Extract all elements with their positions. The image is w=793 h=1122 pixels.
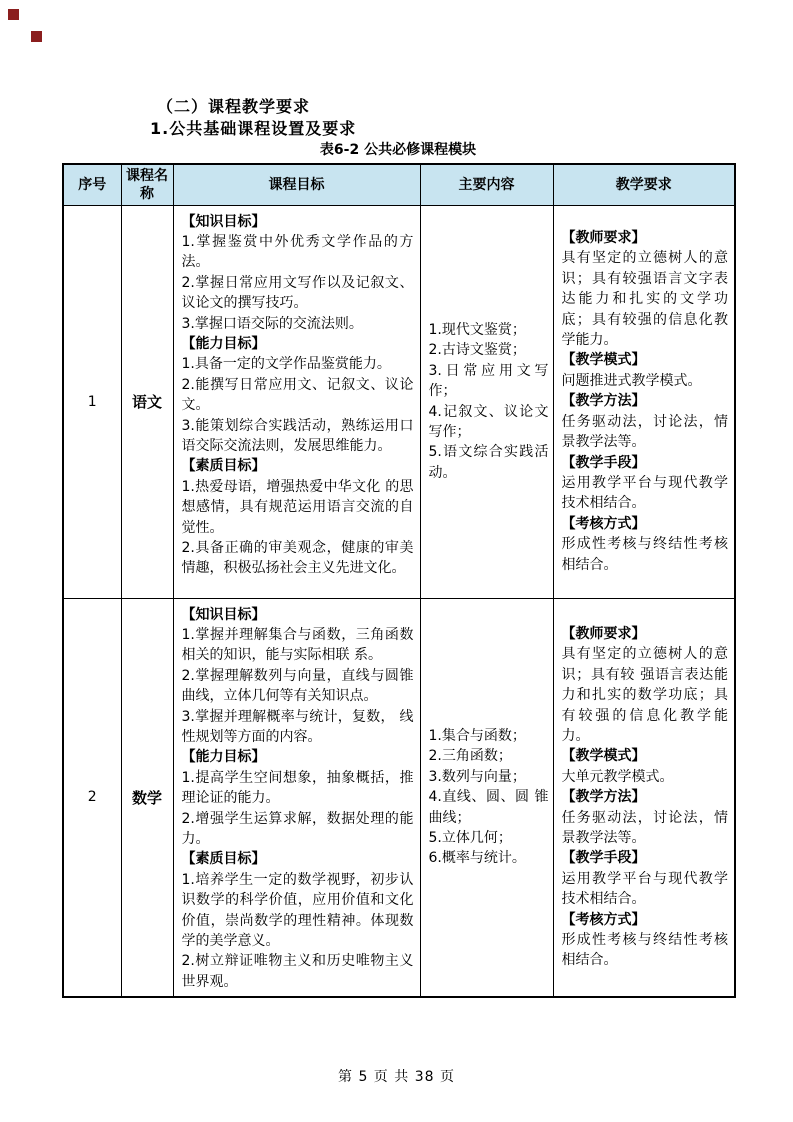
header-course-objectives: 课程目标 (173, 164, 420, 205)
content-list-item: 5.语文综合实践活动。 (428, 444, 549, 481)
course-name: 语文 (121, 205, 173, 598)
objective-text: 具有坚定的立德树人的意识；具有较 强语言表达能力和扎实的数学功底；具有较强的信息化教学能力。 (561, 646, 728, 744)
content-list-item: 1.现代文鉴赏； (428, 321, 526, 338)
header-teaching-requirements: 教学要求 (553, 164, 735, 205)
objective-text: 形成性考核与终结性考核相结合。 (561, 932, 728, 969)
objective-text: 3.掌握并理解概率与统计，复数， 线性规划等方面的内容。 (181, 708, 414, 745)
objective-text: 3.能策划综合实践活动，熟练运用口语交际交流法则，发展思维能力。 (181, 417, 414, 454)
objective-text: 具有坚定的立德树人的意识；具有较强语言文字表达能力和扎实的文学功底；具有较强的信息化教学能力。 (561, 250, 728, 349)
header-main-content: 主要内容 (420, 164, 553, 205)
objective-text: 任务驱动法，讨论法，情景教学法等。 (561, 413, 728, 451)
header-course-name: 课程名称 (121, 164, 173, 205)
table-row-chinese (63, 205, 735, 598)
corner-annotation-mark-1 (8, 9, 19, 20)
objective-category-label: 【素质目标】 (181, 458, 266, 475)
objective-category-label: 【知识目标】 (181, 213, 266, 230)
public-required-courses-table (62, 163, 736, 998)
course-name: 数学 (121, 598, 173, 997)
teaching-requirements (553, 598, 735, 997)
objective-text: 3.掌握口语交际的交流法则。 (181, 315, 363, 332)
content-list-item: 1.集合与函数； (428, 727, 526, 744)
objective-category-label: 【能力目标】 (181, 335, 266, 352)
objective-category-label: 【能力目标】 (181, 749, 266, 766)
objective-text: 1.掌握鉴赏中外优秀文学作品的方法。 (181, 233, 414, 271)
objective-category-label: 【教学模式】 (561, 352, 646, 369)
objective-category-label: 【考核方式】 (561, 515, 646, 532)
content-list-item: 3.数列与向量； (428, 768, 526, 785)
corner-annotation-mark-2 (31, 31, 42, 42)
content-list-item: 2.古诗文鉴赏； (428, 342, 526, 359)
objective-category-label: 【教学手段】 (561, 454, 646, 471)
objective-text: 形成性考核与终结性考核相结合。 (561, 536, 728, 573)
content-list-item: 4.直线、圆、圆 锥曲线； (428, 789, 549, 826)
objective-text: 2.掌握日常应用文写作以及记叙文、议论文的撰写技巧。 (181, 274, 414, 312)
objective-text: 运用教学平台与现代教学技术相结合。 (561, 474, 728, 512)
objective-category-label: 【教学手段】 (561, 850, 646, 867)
row-number: 1 (63, 205, 121, 598)
objective-text: 1.热爱母语，增强热爱中华文化 的思想感情，具有规范运用语言交流的自觉性。 (181, 478, 414, 536)
content-list-item: 5.立体几何； (428, 829, 512, 846)
row-number: 2 (63, 598, 121, 997)
table-caption: 表6-2 公共必修课程模块 (319, 142, 477, 158)
course-objectives (173, 598, 420, 997)
objective-category-label: 【教学方法】 (561, 393, 646, 410)
table-header-row (63, 164, 735, 205)
content-list-item: 6.概率与统计。 (428, 850, 526, 867)
objective-text: 1.培养学生一定的数学视野，初步认识数学的科学价值，应用价值和文化价值，崇尚数学的理性精神。体现数学的美学意义。 (181, 871, 414, 949)
section-heading: （二）课程教学要求 (157, 97, 311, 116)
objective-text: 1.具备一定的文学作品鉴赏能力。 (181, 356, 391, 373)
content-list-item: 2.三角函数； (428, 748, 512, 765)
objective-text: 2.能撰写日常应用文、记叙文、议论文。 (181, 376, 414, 414)
course-objectives (173, 205, 420, 598)
objective-text: 2.树立辩证唯物主义和历史唯物主义世界观。 (181, 953, 414, 990)
objective-text: 1.掌握并理解集合与函数，三角函数相关的知识，能与实际相联 系。 (181, 626, 414, 664)
main-content (420, 598, 553, 997)
objective-category-label: 【考核方式】 (561, 911, 646, 928)
objective-text: 1.提高学生空间想象，抽象概括，推理论证的能力。 (181, 769, 414, 807)
sub-heading: 1.公共基础课程设置及要求 (150, 119, 357, 138)
objective-category-label: 【教学方法】 (561, 789, 646, 806)
objective-text: 运用教学平台与现代教学技术相结合。 (561, 870, 728, 908)
objective-text: 2.增强学生运算求解，数据处理的能力。 (181, 810, 414, 847)
main-content (420, 205, 553, 598)
page-number-footer: 第 5 页 共 38 页 (338, 1069, 455, 1085)
objective-category-label: 【教师要求】 (561, 230, 646, 247)
teaching-requirements (553, 205, 735, 598)
objective-category-label: 【教学模式】 (561, 748, 646, 765)
objective-category-label: 【素质目标】 (181, 851, 266, 868)
objective-text: 任务驱动法，讨论法，情景教学法等。 (561, 809, 728, 846)
objective-category-label: 【知识目标】 (181, 606, 266, 623)
objective-text: 问题推进式教学模式。 (561, 372, 702, 389)
objective-category-label: 【教师要求】 (561, 625, 646, 642)
objective-text: 2.掌握理解数列与向量，直线与圆锥曲线，立体几何等有关知识点。 (181, 667, 414, 705)
content-list-item: 3.日常应用文写作； (428, 362, 549, 400)
content-list-item: 4.记叙文、议论文写作； (428, 403, 549, 440)
header-serial-number: 序号 (63, 164, 121, 205)
table-row-math (63, 598, 735, 997)
objective-text: 2.具备正确的审美观念，健康的审美情趣，积极弘扬社会主义先进文化。 (181, 540, 414, 577)
objective-text: 大单元教学模式。 (561, 768, 674, 785)
